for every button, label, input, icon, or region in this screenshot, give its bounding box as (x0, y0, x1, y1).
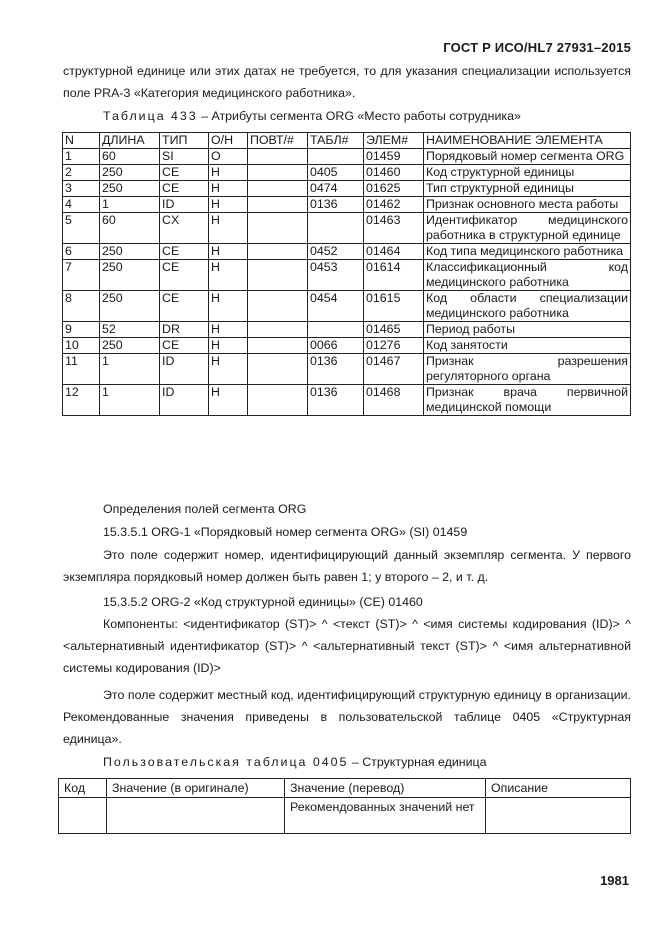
cell-opt: Н (209, 244, 248, 260)
cell-length: 1 (100, 354, 160, 385)
cell-opt: Н (209, 197, 248, 213)
cell-type: CE (160, 291, 209, 322)
cell-opt: Н (209, 322, 248, 338)
cell-length: 1 (100, 385, 160, 416)
section-heading-org-1: 15.3.5.1 ORG-1 «Порядковый номер сегмента ORG» (SI) 01459 (103, 525, 468, 539)
col-header-description: Описание (486, 779, 631, 798)
cell-repeat (248, 338, 308, 354)
table-row (63, 385, 631, 416)
cell-table (308, 149, 364, 165)
col-header-value-translation: Значение (перевод) (285, 779, 486, 798)
table-433 (62, 132, 631, 416)
cell-table (308, 213, 364, 244)
cell-n: 5 (63, 213, 100, 244)
cell-opt: Н (209, 354, 248, 385)
cell-length: 60 (100, 149, 160, 165)
cell-table: 0066 (308, 338, 364, 354)
col-header-element-name: НАИМЕНОВАНИЕ ЭЛЕМЕНТА (424, 133, 631, 149)
cell-type: CE (160, 338, 209, 354)
cell-element-name: Порядковый номер сегмента ORG (424, 149, 631, 165)
table-row (63, 197, 631, 213)
cell-element-name: Код занятости (424, 338, 631, 354)
cell-element-name: Тип структурной единицы (424, 181, 631, 197)
table-row (63, 260, 631, 291)
cell-repeat (248, 260, 308, 291)
cell-opt: Н (209, 165, 248, 181)
cell-table: 0454 (308, 291, 364, 322)
table-row (63, 165, 631, 181)
cell-description (486, 798, 631, 834)
table-row (63, 244, 631, 260)
cell-element-name: Признак основного места работы (424, 197, 631, 213)
cell-element: 01468 (364, 385, 424, 416)
cell-opt: Н (209, 213, 248, 244)
cell-element: 01459 (364, 149, 424, 165)
cell-element-name: Код типа медицинского работника (424, 244, 631, 260)
cell-type: CE (160, 244, 209, 260)
cell-table: 0453 (308, 260, 364, 291)
cell-table: 0136 (308, 385, 364, 416)
cell-table: 0136 (308, 197, 364, 213)
cell-length: 250 (100, 165, 160, 181)
table-433-caption (103, 106, 661, 126)
table-row (63, 338, 631, 354)
cell-repeat (248, 213, 308, 244)
cell-value-translation: Рекомендованных значений нет (285, 798, 486, 834)
cell-type: CE (160, 165, 209, 181)
paragraph-components: Компоненты: <идентификатор (ST)> ^ <текст (ST)> ^ <имя системы кодирования (ID)> ^ <альтернативный идентификатор (ST)> ^ <альтернативный текст (ST)> ^ <имя альтернативной системы кодирования (ID)> (63, 617, 631, 675)
document-header: ГОСТ Р ИСО/HL7 27931–2015 (443, 40, 631, 55)
cell-element-name: Идентификатор медицинского работника в структурной единице (424, 213, 631, 244)
cell-code (59, 798, 107, 834)
cell-repeat (248, 149, 308, 165)
cell-type: CX (160, 213, 209, 244)
cell-type: CE (160, 181, 209, 197)
cell-type: ID (160, 354, 209, 385)
cell-opt: Н (209, 338, 248, 354)
col-header-value-original: Значение (в оригинале) (107, 779, 285, 798)
col-header-length: ДЛИНА (100, 133, 160, 149)
cell-element: 01464 (364, 244, 424, 260)
cell-element-name: Код области специализации медицинского работника (424, 291, 631, 322)
col-header-element: ЭЛЕМ# (364, 133, 424, 149)
cell-element-name: Код структурной единицы (424, 165, 631, 181)
paragraph-org-1: Это поле содержит номер, идентифицирующий данный экземпляр сегмента. У первого экземпляра порядковый номер должен быть равен 1; у второго – 2, и т. д. (63, 548, 631, 584)
table-row (63, 291, 631, 322)
table-0405-caption (103, 752, 661, 772)
cell-repeat (248, 385, 308, 416)
cell-opt: Н (209, 291, 248, 322)
col-header-repeat: ПОВТ/# (248, 133, 308, 149)
cell-element: 01276 (364, 338, 424, 354)
cell-n: 8 (63, 291, 100, 322)
cell-element-name: Признак врача первичной медицинской помощи (424, 385, 631, 416)
table-row (59, 798, 631, 834)
cell-n: 10 (63, 338, 100, 354)
definitions-heading: Определения полей сегмента ORG (103, 502, 307, 516)
table-0405 (58, 778, 631, 834)
cell-type: SI (160, 149, 209, 165)
cell-table: 0474 (308, 181, 364, 197)
cell-repeat (248, 197, 308, 213)
table-row (63, 322, 631, 338)
cell-type: CE (160, 260, 209, 291)
col-header-table: ТАБЛ# (308, 133, 364, 149)
cell-repeat (248, 354, 308, 385)
cell-n: 7 (63, 260, 100, 291)
cell-repeat (248, 244, 308, 260)
table-433-caption-prefix: Таблица 433 (103, 109, 198, 123)
col-header-type: ТИП (160, 133, 209, 149)
cell-n: 6 (63, 244, 100, 260)
cell-element-name: Классификационный код медицинского работника (424, 260, 631, 291)
cell-opt: Н (209, 260, 248, 291)
table-row (63, 213, 631, 244)
cell-value-original (107, 798, 285, 834)
cell-table: 0136 (308, 354, 364, 385)
cell-opt: Н (209, 181, 248, 197)
table-433-header-row (63, 133, 631, 149)
cell-length: 250 (100, 291, 160, 322)
cell-n: 4 (63, 197, 100, 213)
cell-type: DR (160, 322, 209, 338)
cell-element-name: Период работы (424, 322, 631, 338)
cell-element: 01467 (364, 354, 424, 385)
page-number: 1981 (600, 873, 629, 888)
cell-opt: О (209, 149, 248, 165)
cell-length: 250 (100, 181, 160, 197)
cell-table: 0405 (308, 165, 364, 181)
cell-length: 60 (100, 213, 160, 244)
cell-n: 12 (63, 385, 100, 416)
table-row (63, 354, 631, 385)
table-0405-header-row (59, 779, 631, 798)
cell-n: 9 (63, 322, 100, 338)
table-row (63, 181, 631, 197)
cell-element: 01465 (364, 322, 424, 338)
col-header-opt: О/Н (209, 133, 248, 149)
table-row (63, 149, 631, 165)
cell-element: 01463 (364, 213, 424, 244)
cell-table: 0452 (308, 244, 364, 260)
col-header-n: N (63, 133, 100, 149)
cell-element-name: Признак разрешения регуляторного органа (424, 354, 631, 385)
table-0405-caption-rest: – Структурная единица (348, 755, 487, 769)
cell-n: 3 (63, 181, 100, 197)
cell-repeat (248, 181, 308, 197)
cell-element: 01462 (364, 197, 424, 213)
cell-element: 01625 (364, 181, 424, 197)
section-heading-org-2: 15.3.5.2 ORG-2 «Код структурной единицы» (CE) 01460 (103, 595, 423, 609)
cell-table (308, 322, 364, 338)
cell-type: ID (160, 197, 209, 213)
table-433-caption-rest: – Атрибуты сегмента ORG «Место работы сотрудника» (197, 109, 521, 123)
cell-repeat (248, 291, 308, 322)
cell-element: 01614 (364, 260, 424, 291)
cell-type: ID (160, 385, 209, 416)
cell-length: 1 (100, 197, 160, 213)
cell-n: 11 (63, 354, 100, 385)
cell-length: 52 (100, 322, 160, 338)
cell-length: 250 (100, 260, 160, 291)
cell-opt: Н (209, 385, 248, 416)
cell-repeat (248, 322, 308, 338)
intro-paragraph: структурной единице или этих датах не требуется, то для указания специализации используется поле PRA-3 «Категория медицинского работника». (63, 64, 631, 100)
cell-n: 1 (63, 149, 100, 165)
col-header-code: Код (59, 779, 107, 798)
cell-element: 01460 (364, 165, 424, 181)
paragraph-org-2-description: Это поле содержит местный код, идентифицирующий структурную единицу в организации. Рекомендованные значения приведены в пользовательской таблице 0405 «Структурная единица». (63, 688, 631, 746)
cell-repeat (248, 165, 308, 181)
cell-length: 250 (100, 338, 160, 354)
table-0405-caption-prefix: Пользовательская таблица 0405 (103, 755, 349, 769)
cell-element: 01615 (364, 291, 424, 322)
cell-n: 2 (63, 165, 100, 181)
cell-length: 250 (100, 244, 160, 260)
